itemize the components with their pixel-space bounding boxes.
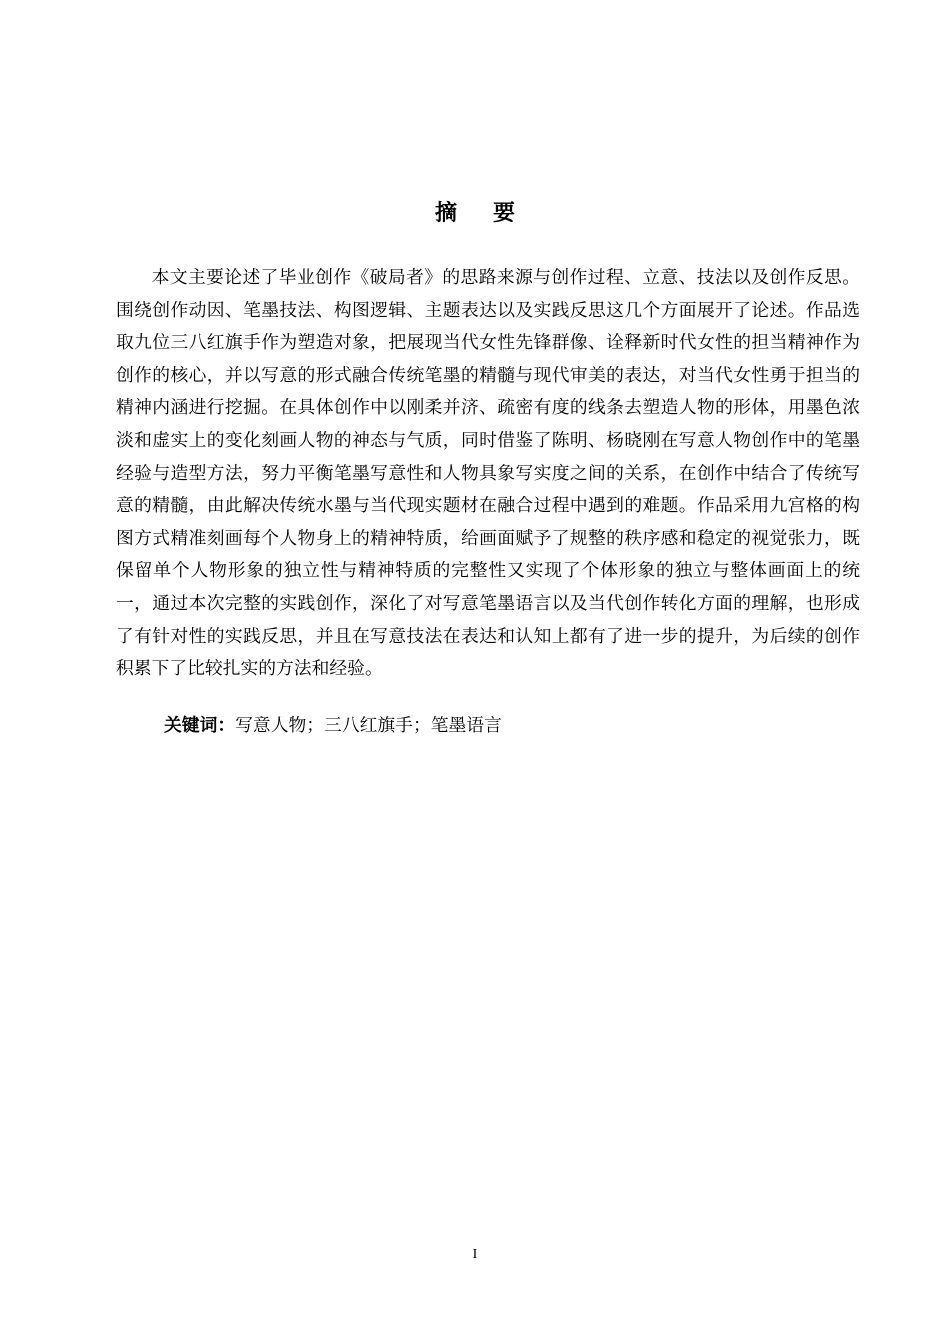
abstract-body: 本文主要论述了毕业创作《破局者》的思路来源与创作过程、立意、技法以及创作反思。围绕创作动因、笔墨技法、构图逻辑、主题表达以及实践反思这几个方面展开了论述。作品选取九位三八红旗手作为塑造对象，把展现当代女性先锋群像、诠释新时代女性的担当精神作为创作的核心，并以写意的形式融合传统笔墨的精髓与现代审美的表达，对当代女性勇于担当的精神内涵进行挖掘。在具体创作中以刚柔并济、疏密有度的线条去塑造人物的形体，用墨色浓淡和虚实上的变化刻画人物的神态与气质，同时借鉴了陈明、杨晓刚在写意人物创作中的笔墨经验与造型方法，努力平衡笔墨写意性和人物具象写实度之间的关系，在创作中结合了传统写意的精髓，由此解决传统水墨与当代现实题材在融合过程中遇到的难题。作品采用九宫格的构图方式精准刻画每个人物身上的精神特质，给画面赋予了规整的秩序感和稳定的视觉张力，既保留单个人物形象的独立性与精神特质的完整性又实现了个体形象的独立与整体画面上的统一，通过本次完整的实践创作，深化了对写意笔墨语言以及当代创作转化方面的理解，也形成了有针对性的实践反思，并且在写意技法在表达和认知上都有了进一步的提升，为后续的创作积累下了比较扎实的方法和经验。: [116, 267, 860, 680]
page-number: I: [472, 1247, 478, 1262]
keywords-text: 写意人物；三八红旗手；笔墨语言: [235, 715, 502, 736]
keywords-label: 关键词：: [164, 715, 236, 736]
page-title: 摘要: [434, 201, 551, 226]
keywords-line: [164, 710, 860, 742]
